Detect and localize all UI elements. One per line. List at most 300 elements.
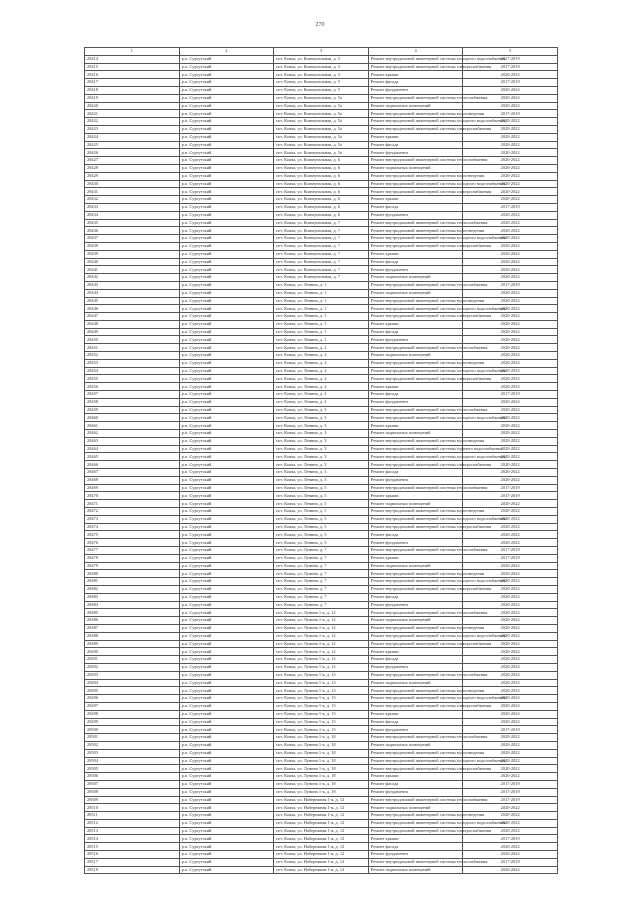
work-type-cell: Ремонт крыши: [368, 133, 463, 141]
period-cell: 2020-2022: [463, 671, 558, 679]
row-number-cell: 28481: [85, 578, 180, 586]
period-cell: 2020-2022: [463, 687, 558, 695]
address-cell: пгт. Кояча, ул. Ленина, д. 1: [274, 336, 369, 344]
table-row: [85, 110, 558, 118]
municipality-cell: р.п. Сургутский: [179, 710, 274, 718]
row-number-cell: 28506: [85, 773, 180, 781]
address-cell: пгт. Кояча, ул. Набережная 1-я, д. 12: [274, 851, 369, 859]
table-row: [85, 570, 558, 578]
row-number-cell: 28470: [85, 492, 180, 500]
municipality-cell: р.п. Сургутский: [179, 55, 274, 63]
table-row: [85, 866, 558, 874]
address-cell: пгт. Кояча, ул. Коммунальная, д. 5а: [274, 149, 369, 157]
work-type-cell: Ремонт фасада: [368, 203, 463, 211]
row-number-cell: 28491: [85, 656, 180, 664]
municipality-cell: р.п. Сургутский: [179, 812, 274, 820]
row-number-cell: 28457: [85, 391, 180, 399]
period-cell: 2020-2022: [463, 539, 558, 547]
work-type-cell: Ремонт подвальных помещений: [368, 562, 463, 570]
row-number-cell: 28450: [85, 336, 180, 344]
period-cell: 2020-2022: [463, 508, 558, 516]
municipality-cell: р.п. Сургутский: [179, 866, 274, 874]
municipality-cell: р.п. Сургутский: [179, 110, 274, 118]
municipality-cell: р.п. Сургутский: [179, 86, 274, 94]
row-number-cell: 28474: [85, 523, 180, 531]
table-row: [85, 133, 558, 141]
row-number-cell: 28501: [85, 734, 180, 742]
period-cell: 2020-2022: [463, 383, 558, 391]
address-cell: пгт. Кояча, ул. Лунина 1-я, д. 18: [274, 765, 369, 773]
period-cell: 2017-2019: [463, 391, 558, 399]
period-cell: 2020-2022: [463, 656, 558, 664]
table-row: [85, 297, 558, 305]
address-cell: пгт. Кояча, ул. Набережная 1-я, д. 12: [274, 835, 369, 843]
table-row: [85, 858, 558, 866]
address-cell: пгт. Кояча, ул. Ленина, д. 1: [274, 281, 369, 289]
row-number-cell: 28497: [85, 702, 180, 710]
period-cell: 2020-2022: [463, 679, 558, 687]
row-number-cell: 28419: [85, 94, 180, 102]
address-cell: пгт. Кояча, ул. Лунина 1-я, д. 13: [274, 695, 369, 703]
period-cell: 2017-2019: [463, 547, 558, 555]
period-cell: 2017-2019: [463, 110, 558, 118]
row-number-cell: 28494: [85, 679, 180, 687]
period-cell: 2020-2022: [463, 437, 558, 445]
table-row: [85, 414, 558, 422]
address-cell: пгт. Кояча, ул. Коммунальная, д. 6: [274, 180, 369, 188]
work-type-cell: Ремонт подвальных помещений: [368, 679, 463, 687]
address-cell: пгт. Кояча, ул. Лунина 1-я, д. 12: [274, 632, 369, 640]
table-row: [85, 632, 558, 640]
period-cell: 2020-2022: [463, 328, 558, 336]
row-number-cell: 28479: [85, 562, 180, 570]
row-number-cell: 28434: [85, 211, 180, 219]
row-number-cell: 28439: [85, 250, 180, 258]
work-type-cell: Ремонт фундамента: [368, 788, 463, 796]
work-type-cell: Ремонт внутридомовой инженерной системы холодного водоснабжения: [368, 118, 463, 126]
work-type-cell: Ремонт внутридомовой инженерной системы водоотведения: [368, 570, 463, 578]
period-cell: 2020-2022: [463, 414, 558, 422]
table-row: [85, 164, 558, 172]
row-number-cell: 28499: [85, 718, 180, 726]
table-row: [85, 157, 558, 165]
work-type-cell: Ремонт внутридомовой инженерной системы теплоснабжения: [368, 796, 463, 804]
address-cell: пгт. Кояча, ул. Лунина, д. 7: [274, 547, 369, 555]
work-type-cell: Ремонт подвальных помещений: [368, 164, 463, 172]
work-type-cell: Ремонт крыши: [368, 250, 463, 258]
row-number-cell: 28508: [85, 788, 180, 796]
municipality-cell: р.п. Сургутский: [179, 289, 274, 297]
table-row: [85, 804, 558, 812]
table-row: [85, 515, 558, 523]
address-cell: пгт. Кояча, ул. Лунина 1-я, д. 12: [274, 656, 369, 664]
row-number-cell: 28485: [85, 609, 180, 617]
period-cell: 2017-2019: [463, 835, 558, 843]
address-cell: пгт. Кояча, ул. Набережная 1-я, д. 12: [274, 812, 369, 820]
municipality-cell: р.п. Сургутский: [179, 562, 274, 570]
work-type-cell: Ремонт внутридомовой инженерной системы водоотведения: [368, 359, 463, 367]
work-type-cell: Ремонт крыши: [368, 422, 463, 430]
period-cell: 2020-2022: [463, 274, 558, 282]
municipality-cell: р.п. Сургутский: [179, 453, 274, 461]
work-type-cell: Ремонт фасада: [368, 141, 463, 149]
row-number-cell: 28424: [85, 133, 180, 141]
table-row: [85, 773, 558, 781]
municipality-cell: р.п. Сургутский: [179, 570, 274, 578]
period-cell: 2017-2019: [463, 554, 558, 562]
row-number-cell: 28466: [85, 461, 180, 469]
address-cell: пгт. Кояча, ул. Ленина, д. 2: [274, 352, 369, 360]
row-number-cell: 28473: [85, 515, 180, 523]
municipality-cell: р.п. Сургутский: [179, 835, 274, 843]
work-type-cell: Ремонт крыши: [368, 383, 463, 391]
work-type-cell: Ремонт крыши: [368, 196, 463, 204]
period-cell: 2020-2022: [463, 211, 558, 219]
address-cell: пгт. Кояча, ул. Коммунальная, д. 7: [274, 274, 369, 282]
row-number-cell: 28441: [85, 266, 180, 274]
row-number-cell: 28442: [85, 274, 180, 282]
address-cell: пгт. Кояча, ул. Коммунальная, д. 7: [274, 242, 369, 250]
work-type-cell: Ремонт внутридомовой инженерной системы теплоснабжения: [368, 547, 463, 555]
table-row: [85, 242, 558, 250]
address-cell: пгт. Кояча, ул. Лунина 1-я, д. 12: [274, 617, 369, 625]
table-row: [85, 702, 558, 710]
municipality-cell: р.п. Сургутский: [179, 718, 274, 726]
municipality-cell: р.п. Сургутский: [179, 406, 274, 414]
period-cell: 2020-2022: [463, 866, 558, 874]
address-cell: пгт. Кояча, ул. Ленина, д. 2: [274, 398, 369, 406]
address-cell: пгт. Кояча, ул. Ленина, д. 5: [274, 531, 369, 539]
row-number-cell: 28468: [85, 476, 180, 484]
column-header-row: [85, 48, 558, 56]
address-cell: пгт. Кояча, ул. Коммунальная, д. 5а: [274, 110, 369, 118]
address-cell: пгт. Кояча, ул. Коммунальная, д. 7: [274, 219, 369, 227]
work-type-cell: Ремонт внутридомовой инженерной системы электроснабжения: [368, 63, 463, 71]
work-type-cell: Ремонт фундамента: [368, 851, 463, 859]
row-number-cell: 28435: [85, 219, 180, 227]
address-cell: пгт. Кояча, ул. Ленина, д. 5: [274, 508, 369, 516]
row-number-cell: 28496: [85, 695, 180, 703]
table-row: [85, 695, 558, 703]
work-type-cell: Ремонт фундамента: [368, 476, 463, 484]
table-row: [85, 484, 558, 492]
row-number-cell: 28431: [85, 188, 180, 196]
address-cell: пгт. Кояча, ул. Ленина, д. 5: [274, 523, 369, 531]
table-row: [85, 102, 558, 110]
municipality-cell: р.п. Сургутский: [179, 367, 274, 375]
period-cell: 2020-2022: [463, 133, 558, 141]
table-row: [85, 843, 558, 851]
period-cell: 2020-2022: [463, 453, 558, 461]
work-type-cell: Ремонт внутридомовой инженерной системы холодного водоснабжения: [368, 367, 463, 375]
row-number-cell: 28513: [85, 827, 180, 835]
row-number-cell: 28449: [85, 328, 180, 336]
period-cell: 2020-2022: [463, 242, 558, 250]
table-row: [85, 430, 558, 438]
table-row: [85, 663, 558, 671]
municipality-cell: р.п. Сургутский: [179, 796, 274, 804]
period-cell: 2020-2022: [463, 585, 558, 593]
period-cell: 2020-2022: [463, 804, 558, 812]
table-row: [85, 281, 558, 289]
period-cell: 2020-2022: [463, 617, 558, 625]
period-cell: 2020-2022: [463, 180, 558, 188]
row-number-cell: 28502: [85, 741, 180, 749]
row-number-cell: 28417: [85, 79, 180, 87]
municipality-cell: р.п. Сургутский: [179, 118, 274, 126]
table-row: [85, 539, 558, 547]
municipality-cell: р.п. Сургутский: [179, 203, 274, 211]
address-cell: пгт. Кояча, ул. Коммунальная, д. 6: [274, 203, 369, 211]
row-number-cell: 28465: [85, 453, 180, 461]
work-type-cell: Ремонт фундамента: [368, 211, 463, 219]
row-number-cell: 28478: [85, 554, 180, 562]
address-cell: пгт. Кояча, ул. Ленина, д. 3: [274, 430, 369, 438]
work-type-cell: Ремонт внутридомовой инженерной системы электроснабжения: [368, 765, 463, 773]
period-cell: 2020-2022: [463, 843, 558, 851]
row-number-cell: 28452: [85, 352, 180, 360]
work-type-cell: Ремонт фасада: [368, 593, 463, 601]
address-cell: пгт. Кояча, ул. Ленина, д. 5: [274, 492, 369, 500]
address-cell: пгт. Кояча, ул. Коммунальная, д. 6: [274, 211, 369, 219]
period-cell: 2020-2022: [463, 531, 558, 539]
table-row: [85, 741, 558, 749]
municipality-cell: р.п. Сургутский: [179, 601, 274, 609]
work-type-cell: Ремонт внутридомовой инженерной системы электроснабжения: [368, 523, 463, 531]
municipality-cell: р.п. Сургутский: [179, 391, 274, 399]
address-cell: пгт. Кояча, ул. Коммунальная, д. 7: [274, 258, 369, 266]
address-cell: пгт. Кояча, ул. Коммунальная, д. 5а: [274, 141, 369, 149]
address-cell: пгт. Кояча, ул. Лунина 1-я, д. 13: [274, 726, 369, 734]
municipality-cell: р.п. Сургутский: [179, 578, 274, 586]
table-row: [85, 359, 558, 367]
work-type-cell: Ремонт внутридомовой инженерной системы холодного водоснабжения: [368, 55, 463, 63]
municipality-cell: р.п. Сургутский: [179, 188, 274, 196]
address-cell: пгт. Кояча, ул. Ленина, д. 3: [274, 445, 369, 453]
row-number-cell: 28453: [85, 359, 180, 367]
work-type-cell: Ремонт внутридомовой инженерной системы холодного водоснабжения: [368, 632, 463, 640]
work-type-cell: Ремонт фасада: [368, 780, 463, 788]
table-row: [85, 851, 558, 859]
work-type-cell: Ремонт фундамента: [368, 86, 463, 94]
address-cell: пгт. Кояча, ул. Коммунальная, д. 7: [274, 266, 369, 274]
row-number-cell: 28422: [85, 118, 180, 126]
municipality-cell: р.п. Сургутский: [179, 593, 274, 601]
row-number-cell: 28469: [85, 484, 180, 492]
municipality-cell: р.п. Сургутский: [179, 219, 274, 227]
address-cell: пгт. Кояча, ул. Коммунальная, д. 7: [274, 235, 369, 243]
municipality-cell: р.п. Сургутский: [179, 765, 274, 773]
period-cell: 2020-2022: [463, 336, 558, 344]
address-cell: пгт. Кояча, ул. Коммунальная, д. 7: [274, 227, 369, 235]
address-cell: пгт. Кояча, ул. Коммунальная, д. 6: [274, 196, 369, 204]
municipality-cell: р.п. Сургутский: [179, 375, 274, 383]
period-cell: 2020-2022: [463, 305, 558, 313]
row-number-cell: 28416: [85, 71, 180, 79]
table-row: [85, 508, 558, 516]
period-cell: 2020-2022: [463, 149, 558, 157]
work-type-cell: Ремонт фасада: [368, 258, 463, 266]
table-row: [85, 617, 558, 625]
address-cell: пгт. Кояча, ул. Ленина, д. 3: [274, 406, 369, 414]
period-cell: 2020-2022: [463, 601, 558, 609]
work-type-cell: Ремонт внутридомовой инженерной системы холодного водоснабжения: [368, 819, 463, 827]
work-type-cell: Ремонт крыши: [368, 773, 463, 781]
municipality-cell: р.п. Сургутский: [179, 422, 274, 430]
row-number-cell: 28514: [85, 835, 180, 843]
municipality-cell: р.п. Сургутский: [179, 741, 274, 749]
column-header-5: 5: [463, 48, 558, 56]
row-number-cell: 28444: [85, 289, 180, 297]
municipality-cell: р.п. Сургутский: [179, 500, 274, 508]
period-cell: 2020-2022: [463, 94, 558, 102]
address-cell: пгт. Кояча, ул. Лунина 1-я, д. 18: [274, 780, 369, 788]
work-type-cell: Ремонт внутридомовой инженерной системы водоотведения: [368, 687, 463, 695]
period-cell: 2020-2022: [463, 430, 558, 438]
row-number-cell: 28460: [85, 414, 180, 422]
work-type-cell: Ремонт фундамента: [368, 539, 463, 547]
row-number-cell: 28430: [85, 180, 180, 188]
period-cell: 2020-2022: [463, 406, 558, 414]
address-cell: пгт. Кояча, ул. Лунина 1-я, д. 18: [274, 749, 369, 757]
table-row: [85, 469, 558, 477]
period-cell: 2020-2022: [463, 266, 558, 274]
table-row: [85, 812, 558, 820]
table-row: [85, 687, 558, 695]
address-cell: пгт. Кояча, ул. Лунина 1-я, д. 13: [274, 710, 369, 718]
period-cell: 2017-2019: [463, 726, 558, 734]
work-type-cell: Ремонт внутридомовой инженерной системы теплоснабжения: [368, 94, 463, 102]
table-row: [85, 149, 558, 157]
municipality-cell: р.п. Сургутский: [179, 437, 274, 445]
table-row: [85, 125, 558, 133]
address-cell: пгт. Кояча, ул. Ленина, д. 2: [274, 375, 369, 383]
period-cell: 2020-2022: [463, 398, 558, 406]
period-cell: 2020-2022: [463, 523, 558, 531]
municipality-cell: р.п. Сургутский: [179, 858, 274, 866]
municipality-cell: р.п. Сургутский: [179, 554, 274, 562]
municipality-cell: р.п. Сургутский: [179, 258, 274, 266]
table-row: [85, 531, 558, 539]
work-type-cell: Ремонт крыши: [368, 710, 463, 718]
table-row: [85, 656, 558, 664]
address-cell: пгт. Кояча, ул. Ленина, д. 3: [274, 461, 369, 469]
table-row: [85, 749, 558, 757]
municipality-cell: р.п. Сургутский: [179, 180, 274, 188]
work-type-cell: Ремонт подвальных помещений: [368, 274, 463, 282]
period-cell: 2020-2022: [463, 741, 558, 749]
municipality-cell: р.п. Сургутский: [179, 149, 274, 157]
table-row: [85, 523, 558, 531]
row-number-cell: 28461: [85, 422, 180, 430]
municipality-cell: р.п. Сургутский: [179, 726, 274, 734]
table-row: [85, 734, 558, 742]
row-number-cell: 28483: [85, 593, 180, 601]
work-type-cell: Ремонт внутридомовой инженерной системы холодного водоснабжения: [368, 305, 463, 313]
row-number-cell: 28467: [85, 469, 180, 477]
address-cell: пгт. Кояча, ул. Лунина 1-я, д. 12: [274, 663, 369, 671]
row-number-cell: 28475: [85, 531, 180, 539]
row-number-cell: 28448: [85, 320, 180, 328]
table-row: [85, 188, 558, 196]
municipality-cell: р.п. Сургутский: [179, 702, 274, 710]
municipality-cell: р.п. Сургутский: [179, 344, 274, 352]
work-type-cell: Ремонт внутридомовой инженерной системы теплоснабжения: [368, 344, 463, 352]
row-number-cell: 28487: [85, 624, 180, 632]
period-cell: 2017-2019: [463, 788, 558, 796]
address-cell: пгт. Кояча, ул. Ленина, д. 1: [274, 328, 369, 336]
work-type-cell: Ремонт внутридомовой инженерной системы холодного водоснабжения: [368, 453, 463, 461]
address-cell: пгт. Кояча, ул. Ленина, д. 2: [274, 359, 369, 367]
period-cell: 2017-2019: [463, 79, 558, 87]
row-number-cell: 28515: [85, 843, 180, 851]
row-number-cell: 28484: [85, 601, 180, 609]
row-number-cell: 28418: [85, 86, 180, 94]
period-cell: 2020-2022: [463, 718, 558, 726]
address-cell: пгт. Кояча, ул. Лунина, д. 7: [274, 585, 369, 593]
period-cell: 2020-2022: [463, 227, 558, 235]
table-row: [85, 780, 558, 788]
period-cell: 2020-2022: [463, 734, 558, 742]
row-number-cell: 28507: [85, 780, 180, 788]
table-row: [85, 196, 558, 204]
municipality-cell: р.п. Сургутский: [179, 79, 274, 87]
row-number-cell: 28511: [85, 812, 180, 820]
table-row: [85, 211, 558, 219]
address-cell: пгт. Кояча, ул. Коммунальная, д. 5: [274, 63, 369, 71]
table-row: [85, 336, 558, 344]
work-type-cell: Ремонт фундамента: [368, 336, 463, 344]
address-cell: пгт. Кояча, ул. Набережная 1-я, д. 12: [274, 827, 369, 835]
address-cell: пгт. Кояча, ул. Ленина, д. 1: [274, 320, 369, 328]
row-number-cell: 28432: [85, 196, 180, 204]
row-number-cell: 28510: [85, 804, 180, 812]
period-cell: 2020-2022: [463, 320, 558, 328]
table-row: [85, 94, 558, 102]
table-row: [85, 679, 558, 687]
table-row: [85, 235, 558, 243]
address-cell: пгт. Кояча, ул. Коммунальная, д. 6: [274, 172, 369, 180]
municipality-cell: р.п. Сургутский: [179, 734, 274, 742]
period-cell: 2020-2022: [463, 578, 558, 586]
address-cell: пгт. Кояча, ул. Ленина, д. 1: [274, 289, 369, 297]
address-cell: пгт. Кояча, ул. Коммунальная, д. 5а: [274, 118, 369, 126]
work-type-cell: Ремонт фасада: [368, 656, 463, 664]
table-row: [85, 765, 558, 773]
address-cell: пгт. Кояча, ул. Ленина, д. 3: [274, 453, 369, 461]
work-type-cell: Ремонт крыши: [368, 492, 463, 500]
table-row: [85, 437, 558, 445]
work-type-cell: Ремонт внутридомовой инженерной системы теплоснабжения: [368, 157, 463, 165]
row-number-cell: 28504: [85, 757, 180, 765]
address-cell: пгт. Кояча, ул. Коммунальная, д. 5: [274, 71, 369, 79]
address-cell: пгт. Кояча, ул. Набережная 1-я, д. 12: [274, 796, 369, 804]
municipality-cell: р.п. Сургутский: [179, 133, 274, 141]
municipality-cell: р.п. Сургутский: [179, 359, 274, 367]
municipality-cell: р.п. Сургутский: [179, 663, 274, 671]
row-number-cell: 28490: [85, 648, 180, 656]
municipality-cell: р.п. Сургутский: [179, 461, 274, 469]
municipality-cell: р.п. Сургутский: [179, 523, 274, 531]
row-number-cell: 28437: [85, 235, 180, 243]
row-number-cell: 28464: [85, 445, 180, 453]
row-number-cell: 28428: [85, 164, 180, 172]
municipality-cell: р.п. Сургутский: [179, 640, 274, 648]
municipality-cell: р.п. Сургутский: [179, 671, 274, 679]
address-cell: пгт. Кояча, ул. Коммунальная, д. 6: [274, 188, 369, 196]
table-row: [85, 757, 558, 765]
municipality-cell: р.п. Сургутский: [179, 679, 274, 687]
